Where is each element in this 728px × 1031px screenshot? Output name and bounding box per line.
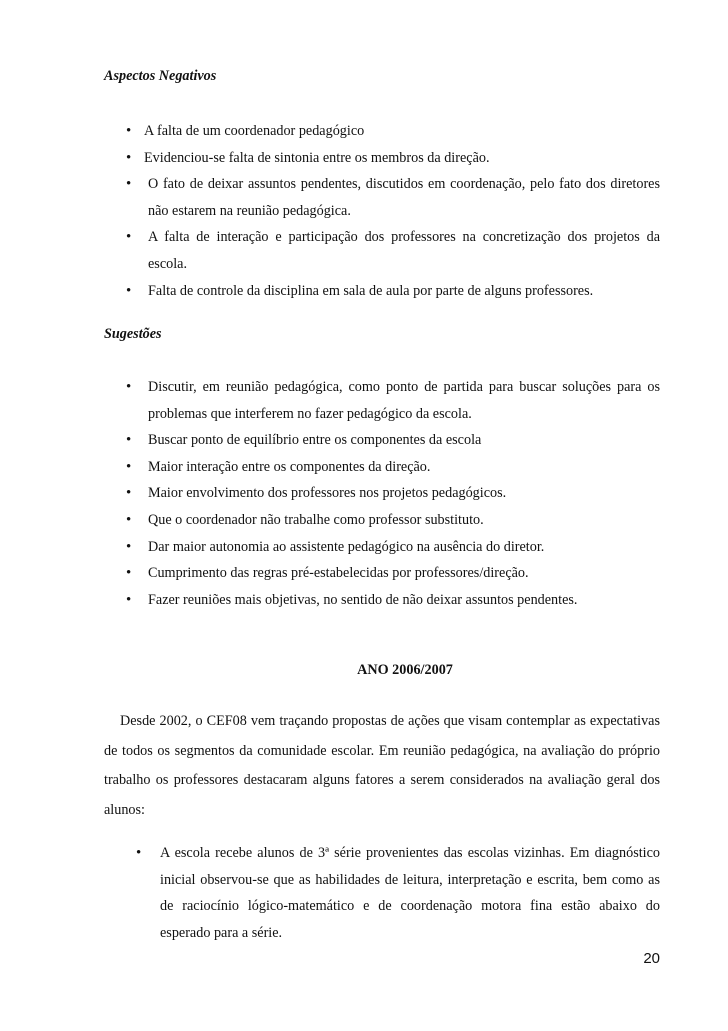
bullet-icon: • [126, 458, 132, 475]
bullet-icon: • [126, 511, 132, 528]
list-item: • A escola recebe alunos de 3ª série provenientes das escolas vizinhas. Em diagnóstico inicial observou-se que as habilidades de leitura, interpretação e escrita, bem como as de raciocínio lógico-matemático e de coordenação motora fina estão abaixo do esperado para a série. [104, 840, 660, 946]
list-item: • Evidenciou-se falta de sintonia entre os membros da direção. [104, 145, 660, 172]
heading-sugestoes: Sugestões [104, 326, 162, 342]
list-item: • Fazer reuniões mais objetivas, no sentido de não deixar assuntos pendentes. [104, 587, 660, 614]
list-item: • O fato de deixar assuntos pendentes, discutidos em coordenação, pelo fato dos diretores não estarem na reunião pedagógica. [104, 171, 660, 224]
list-item: • A falta de interação e participação dos professores na concretização dos projetos da escola. [104, 224, 660, 277]
bullet-icon: • [126, 432, 132, 449]
heading-aspectos-negativos: Aspectos Negativos [104, 68, 217, 84]
bullet-icon: • [126, 538, 132, 555]
list-aspectos-negativos [104, 118, 660, 304]
list-item: • A falta de um coordenador pedagógico [104, 118, 660, 145]
list-item: • Maior envolvimento dos professores nos projetos pedagógicos. [104, 480, 660, 507]
list-item: • Discutir, em reunião pedagógica, como ponto de partida para buscar soluções para os problemas que interferem no fazer pedagógico da escola. [104, 374, 660, 427]
list-item: • Falta de controle da disciplina em sala de aula por parte de alguns professores. [104, 278, 660, 305]
bullet-icon: • [126, 565, 132, 582]
bullet-icon: • [126, 229, 132, 246]
body-paragraph: Desde 2002, o CEF08 vem traçando propostas de ações que visam contemplar as expectativas de todos os segmentos da comunidade escolar. Em reunião pedagógica, na avaliação do próprio trabalho os professores destacaram alguns fatores a serem considerados na avaliação geral dos alunos: [104, 713, 660, 818]
bullet-icon: • [126, 282, 132, 299]
list-item: • Cumprimento das regras pré-estabelecidas por professores/direção. [104, 560, 660, 587]
list-sugestoes [104, 374, 660, 613]
page-number: 20 [643, 950, 660, 967]
bullet-icon: • [136, 845, 142, 861]
list-item: • Dar maior autonomia ao assistente pedagógico na ausência do diretor. [104, 534, 660, 561]
bullet-icon: • [126, 379, 132, 395]
list-item: • Buscar ponto de equilíbrio entre os componentes da escola [104, 427, 660, 454]
bullet-icon: • [126, 485, 132, 502]
list-item: • Que o coordenador não trabalhe como professor substituto. [104, 507, 660, 534]
bullet-icon: • [126, 591, 132, 608]
bullet-icon: • [126, 123, 132, 139]
list-item: • Maior interação entre os componentes da direção. [104, 454, 660, 481]
section-title-ano: ANO 2006/2007 [357, 662, 453, 678]
bullet-icon: • [126, 149, 132, 166]
bullet-icon: • [126, 176, 132, 193]
list-fatores [104, 840, 660, 946]
